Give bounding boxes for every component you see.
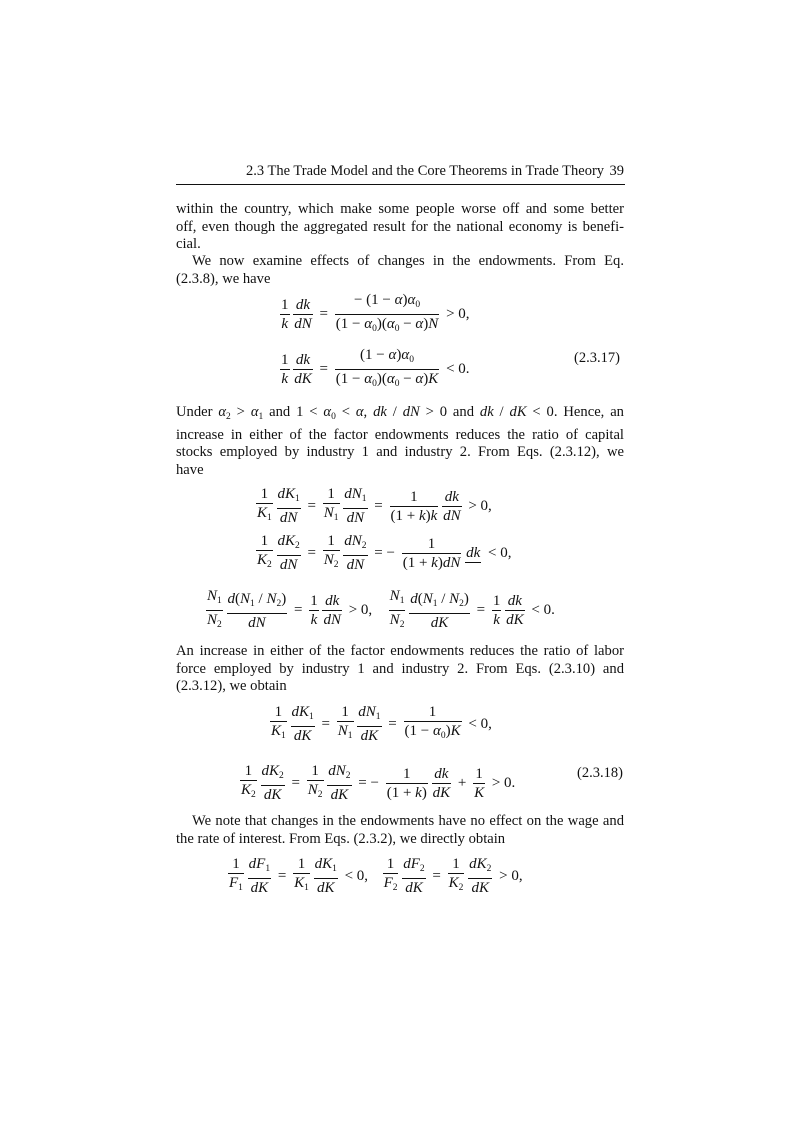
text-span: and xyxy=(269,404,291,420)
equation-dk-dK: $\frac{1}{k}$ $\frac{dk}{dK}$ = $\frac{(1 - \alpha)\alpha_0}{(1 - \alpha_0)(\alpha_0 - \alpha)K}$ < 0. xyxy=(280,347,473,393)
text-span: and xyxy=(452,404,474,420)
paragraph-3 xyxy=(176,404,624,479)
text-line: We note that changes in the endowments have no effect on the wage and xyxy=(192,813,624,829)
equation-number: (2.3.18) xyxy=(577,765,623,781)
equation-dK2-dK: $\frac{1}{K_2}$ $\frac{dK_2}{dK}$ = $\frac{1}{N_2}$ $\frac{dN_2}{dK}$ = − $\frac{1}{(1 + k)}$ $\frac{dk}{dK}$ + $\frac{1}{K}$ > 0. xyxy=(241,763,516,803)
paragraph-4 xyxy=(176,643,624,696)
text-span: . Hence, an xyxy=(553,404,624,420)
paragraph-1 xyxy=(176,201,624,254)
equation-dF-dK: $\frac{1}{F_1}$ $\frac{dF_1}{dK}$ = $\frac{1}{K_1}$ $\frac{dK_1}{dK}$ < 0, $\frac{1}{F_2}$ $\frac{dF_2}{dK}$ = $\frac{1}{K_2}$ $\frac{dK_2}{dK}$ > 0, xyxy=(229,856,523,896)
equation-dK1-dK: $\frac{1}{K_1}$ $\frac{dK_1}{dK}$ = $\frac{1}{N_1}$ $\frac{dN_1}{dK}$ = $\frac{1}{(1 - \alpha_0)K}$ < 0, xyxy=(271,704,492,744)
text-line: stocks employed by industry 1 and industry 2. From Eqs. (2.3.12), we xyxy=(176,444,624,460)
text-line: increase in either of the factor endowments reduces the ratio of capital xyxy=(176,426,624,443)
header-rule xyxy=(176,184,625,185)
text-line: within the country, which make some people worse off and some better xyxy=(176,201,624,217)
text-line: An increase in either of the factor endowments reduces the ratio of labor xyxy=(176,643,624,659)
paragraph-2 xyxy=(176,253,624,288)
text-line: have xyxy=(176,461,204,478)
text-line: (2.3.12), we obtain xyxy=(176,678,287,694)
equation-labor-ratio: $\frac{N_1}{N_2}$ $\frac{d(N_1 / N_2)}{dN}$ = $\frac{1}{k}$ $\frac{dk}{dN}$ > 0, $\frac{N_1}{N_2}$ $\frac{d(N_1 / N_2)}{dK}$ = $\frac{1}{k}$ $\frac{dk}{dK}$ < 0. xyxy=(206,588,558,634)
running-title: 2.3 The Trade Model and the Core Theorems in Trade Theory xyxy=(246,163,605,179)
text-line: We now examine effects of changes in the endowments. From Eq. xyxy=(192,253,624,269)
page-number: 39 xyxy=(609,163,624,179)
text-line: (2.3.8), we have xyxy=(176,270,271,287)
paragraph-5 xyxy=(176,813,624,848)
equation-dK2-dN: $\frac{1}{K_2}$ $\frac{dK_2}{dN}$ = $\frac{1}{N_2}$ $\frac{dN_2}{dN}$ = − $\frac{1}{(1 + k)dN}$ dk < 0, xyxy=(257,533,512,573)
text-line: force employed by industry 1 and industry 2. From Eqs. (2.3.10) and xyxy=(176,660,624,677)
equation-dK1-dN: $\frac{1}{K_1}$ $\frac{dK_1}{dN}$ = $\frac{1}{N_1}$ $\frac{dN_1}{dN}$ = $\frac{1}{(1 + k)k}$ $\frac{dk}{dN}$ > 0, xyxy=(257,486,492,526)
text-line: Under $\alpha_2 > \alpha_1$ and $1 < \alpha_0 < \alpha$, dk / dN > 0 and dk / dK < 0. Hence, an xyxy=(176,404,624,422)
text-line: cial. xyxy=(176,236,201,252)
text-line: off, even though the aggregated result for the national economy is benefi- xyxy=(176,218,624,235)
text-line: the rate of interest. From Eqs. (2.3.2), we directly obtain xyxy=(176,830,506,847)
equation-dk-dN: $\frac{1}{k}$ $\frac{dk}{dN}$ = $\frac{- (1 - \alpha)\alpha_0}{(1 - \alpha_0)(\alpha_0 - \alpha)N}$ > 0, xyxy=(280,292,473,338)
text-span: Under xyxy=(176,404,213,420)
equation-number: (2.3.17) xyxy=(574,350,620,366)
